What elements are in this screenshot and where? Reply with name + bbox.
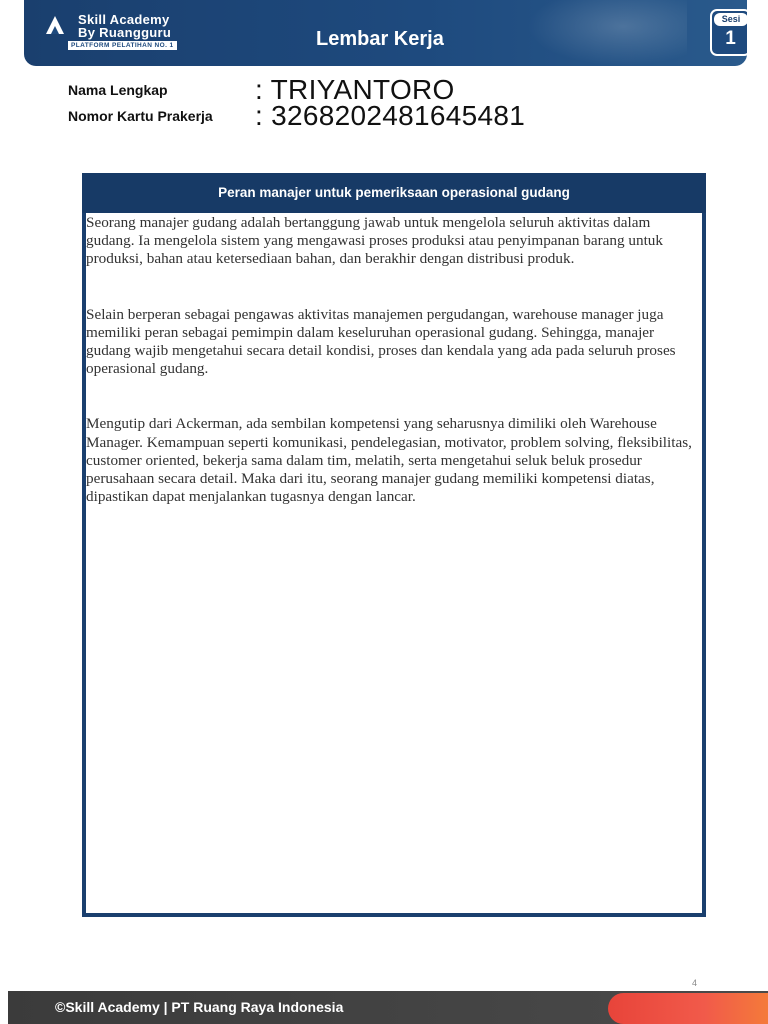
logo-line-2: By Ruangguru xyxy=(78,25,172,40)
session-number: 1 xyxy=(725,28,736,49)
card-number-value: : 3268202481645481 xyxy=(255,100,526,131)
session-box xyxy=(710,9,747,56)
page-title: Lembar Kerja xyxy=(316,28,444,50)
name-label: Nama Lengkap xyxy=(68,82,168,98)
answer-paragraph-2: Selain berperan sebagai pengawas aktivitas manajemen pergudangan, warehouse manager juga memiliki peran sebagai pemimpin dalam keseluruhan operasional gudang. Sehingga, manajer gudang wajib mengetahui secara detail kondisi, proses dan kendala yang ada pada seluruh proses operasional gudang. xyxy=(86,305,676,378)
header-hand-illustration xyxy=(527,0,687,66)
worksheet-answer-text xyxy=(86,214,700,543)
card-number-label: Nomor Kartu Prakerja xyxy=(68,108,213,124)
session-label: Sesi xyxy=(714,13,747,26)
logo-text xyxy=(78,13,171,39)
logo-badge: PLATFORM PELATIHAN NO. 1 xyxy=(68,41,177,50)
worksheet-question-title: Peran manajer untuk pemeriksaan operasional gudang xyxy=(82,173,706,213)
logo-line-1: Skill Academy xyxy=(78,12,170,27)
name-value: : TRIYANTORO xyxy=(255,74,455,105)
page-header xyxy=(24,0,747,66)
answer-paragraph-3: Mengutip dari Ackerman, ada sembilan kompetensi yang seharusnya dimiliki oleh Warehouse Manager. Kemampuan seperti komunikasi, pendelegasian, motivator, problem solving, fleksibilitas, customer oriented, bekerja sama dalam tim, melatih, serta mengetahui seluk beluk prosedur perusahaan secara detail. Maka dari itu, seorang manajer gudang memiliki kompetensi diatas, dipastikan dapat menjalankan tugasnya dengan lancar. xyxy=(86,415,692,506)
footer-accent-shape xyxy=(608,993,768,1024)
answer-paragraph-1: Seorang manajer gudang adalah bertanggung jawab untuk mengelola seluruh aktivitas dalam gudang. Ia mengelola sistem yang mengawasi proses produksi atau penyimpanan barang untuk produksi, bahan atau ketersediaan bahan, dan berakhir dengan distribusi produk. xyxy=(86,214,663,268)
page-footer xyxy=(8,991,768,1024)
skill-academy-logo-icon xyxy=(44,14,66,36)
footer-copyright: ©Skill Academy | PT Ruang Raya Indonesia xyxy=(55,999,344,1015)
page-number: 4 xyxy=(692,978,698,988)
